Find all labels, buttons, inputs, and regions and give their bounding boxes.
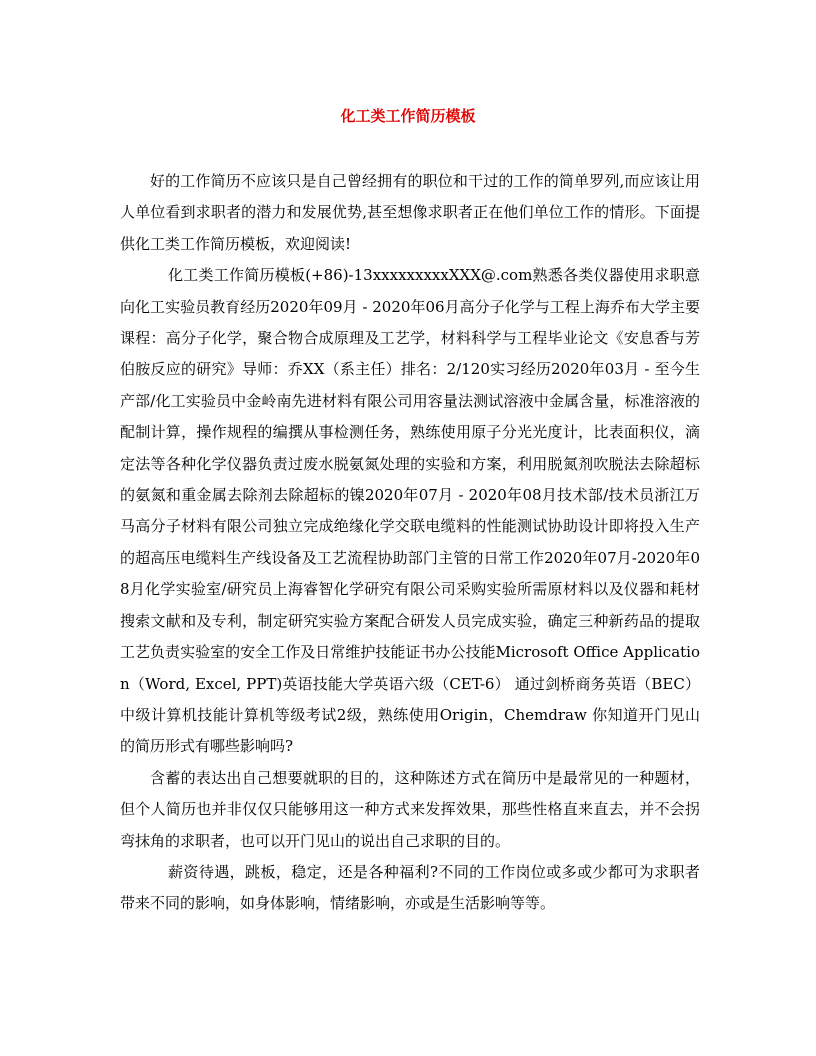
paragraph-resume-template: 化工类工作简历模板(+86)-13xxxxxxxxxXXX@.com熟悉各类仪器使用求职意向化工实验员教育经历2020年09月 - 2020年06月高分子化学与工程上海乔布大学主要课程：高分子化学，聚合物合成原理及工艺学，材料科学与工程毕业论文《安息香与芳伯胺反应的研究》导师：乔XX（系主任）排名：2/120实习经历2020年03月 - 至今生产部/化工实验员中金岭南先进材料有限公司用容量法测试溶液中金属含量，标准溶液的配制计算，操作规程的编撰从事检测任务，熟练使用原子分光光度计，比表面积仪，滴定法等各种化学仪器负责过废水脱氨氮处理的实验和方案，利用脱氮剂吹脱法去除超标的氨氮和重金属去除剂去除超标的镍2020年07月 - 2020年08月技术部/技术员浙江万马高分子材料有限公司独立完成绝缘化学交联电缆料的性能测试协助设计即将投入生产的超高压电缆料生产线设备及工艺流程协助部门主管的日常工作2020年07月-2020年08月化学实验室/研究员上海睿智化学研究有限公司采购实验所需原材料以及仪器和耗材搜索文献和及专利，制定研究实验方案配合研发人员完成实验，确定三种新药品的提取工艺负责实验室的安全工作及日常维护技能证书办公技能Microsoft Office Application（Word, Excel, PPT)英语技能大学英语六级（CET-6） 通过剑桥商务英语（BEC） 中级计算机技能计算机等级考试2级，熟练使用Origin，Chemdraw 你知道开门见山的简历形式有哪些影响吗?: [120, 266, 700, 756]
paragraph-salary-benefits: 薪资待遇，跳板，稳定，还是各种福利?不同的工作岗位或多或少都可为求职者带来不同的影响，如身体影响，情绪影响，亦或是生活影响等等。: [120, 862, 700, 913]
paragraph-implicit-expression: 含蓄的表达出自己想要就职的目的，这种陈述方式在简历中是最常见的一种题材，但个人简历也并非仅仅只能够用这一种方式来发挥效果，那些性格直来直去，并不会拐弯抹角的求职者，也可以开门见山的说出自己求职的目的。: [120, 768, 700, 850]
paragraph-intro: 好的工作简历不应该只是自己曾经拥有的职位和干过的工作的简单罗列,而应该让用人单位看到求职者的潜力和发展优势,甚至想像求职者正在他们单位工作的情形。下面提供化工类工作简历模板，欢迎阅读!: [120, 172, 700, 253]
document-body: [120, 166, 700, 920]
document-title: 化工类工作简历模板: [340, 107, 476, 125]
